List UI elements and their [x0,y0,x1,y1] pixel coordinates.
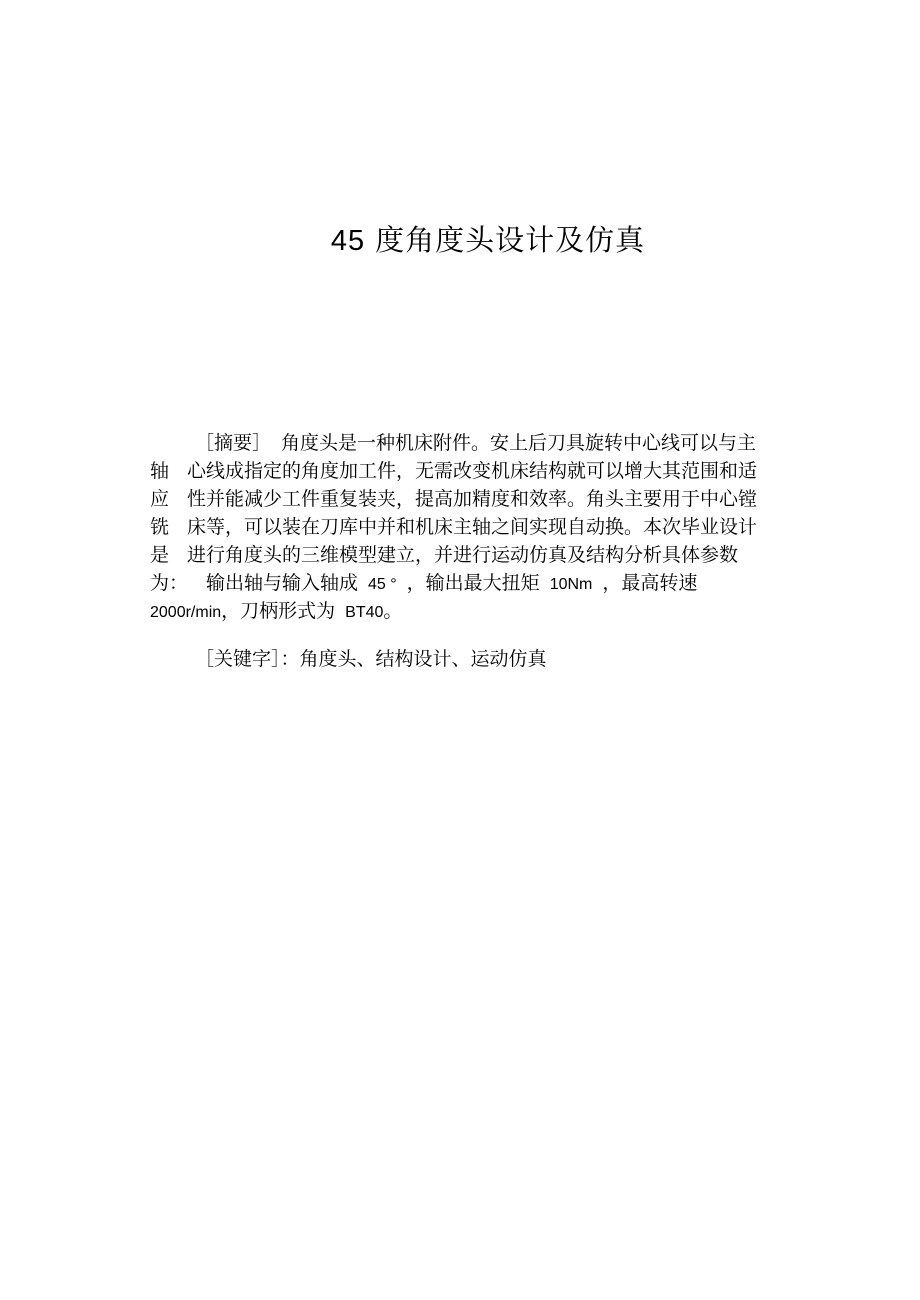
speed-value: 2000r/min [150,604,222,621]
abstract-text-6a: 输出轴与输入轴成 [206,572,359,594]
title-text: 度角度头设计及仿真 [375,223,646,257]
abstract-line-6 [150,570,697,598]
abstract-head-3: 应 [150,488,170,510]
abstract-head-6: 为： [150,572,189,594]
keywords-text: 角度头、结构设计、运动仿真 [299,648,547,670]
abstract-line-2 [150,458,757,484]
angle-value: 45 ° [368,576,397,593]
title-number: 45 [330,225,366,257]
abstract-line-7 [150,598,402,626]
abstract-line-1 [195,430,756,456]
abstract-text-3: 性并能减少工件重复装夹，提高加精度和效率。角头主要用于中心镗 [187,488,758,510]
abstract-text-7-end: 。 [383,600,403,622]
abstract-text-4: 床等，可以装在刀库中并和机床主轴之间实现自动换。本次毕业设计 [187,516,758,538]
abstract-text-6c: ，最高转速 [602,572,698,594]
abstract-label: ［摘要］ [195,432,272,454]
abstract-head-5: 是 [150,544,170,566]
keywords-line [195,646,547,672]
abstract-head-4: 铣 [150,516,170,538]
holder-value: BT40 [345,604,384,621]
abstract-text-7a: ，刀柄形式为 [221,600,336,622]
abstract-text-6b: ，输出最大扭矩 [406,572,540,594]
abstract-head-2: 轴 [150,460,170,482]
abstract-text-2: 心线成指定的角度加工件，无需改变机床结构就可以增大其范围和适 [187,460,758,482]
document-title [0,218,920,259]
abstract-line-5 [150,542,738,568]
abstract-text-1: 角度头是一种机床附件。安上后刀具旋转中心线可以与主 [281,432,757,454]
torque-value: 10Nm [549,576,593,593]
abstract-line-4 [150,514,757,540]
keywords-label: ［关键字］： [195,648,300,670]
abstract-text-5: 进行角度头的三维模型建立，并进行运动仿真及结构分析具体参数 [187,544,739,566]
abstract-line-3 [150,486,757,512]
